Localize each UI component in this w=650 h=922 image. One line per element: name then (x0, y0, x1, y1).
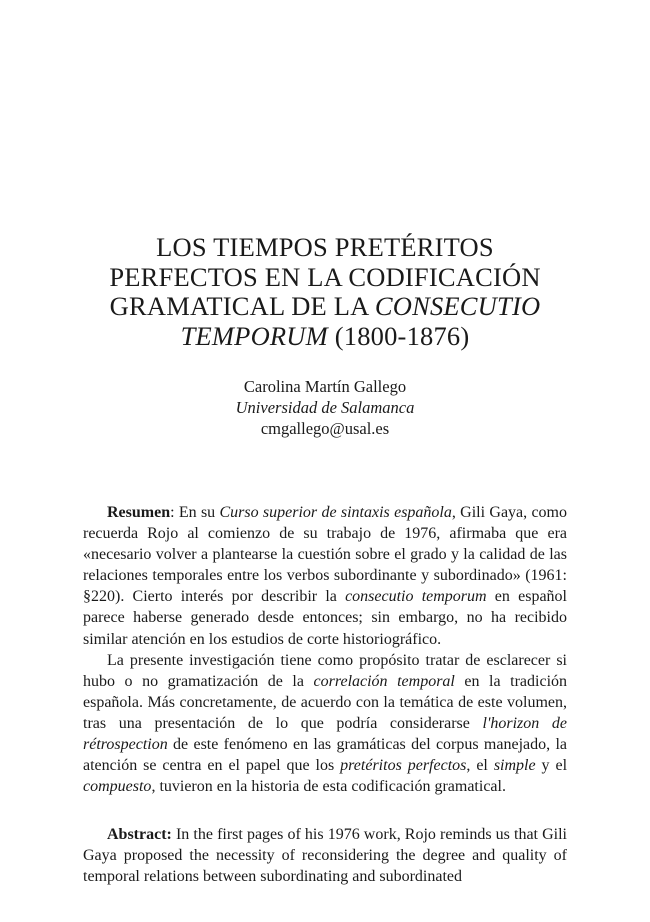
title-line-4-italic: TEMPORUM (180, 320, 328, 351)
resumen-book-title: Curso superior de sintaxis española (219, 504, 452, 521)
resumen-text: de este fenómeno en las gramáticas del corpus manejado, la atención se centra en el papel que los (83, 736, 567, 775)
resumen-text: en la tradición española. Más concretamente, de acuerdo con la temática de este volumen, tras una presentación de lo que podría considerarse (83, 672, 568, 732)
title-line-2: PERFECTOS EN LA CODIFICACIÓN (109, 261, 541, 292)
abstract-section (83, 824, 567, 887)
title-line-3 (60, 292, 590, 322)
resumen-paragraph-1 (83, 502, 567, 650)
resumen-term: l'horizon de rétrospection (83, 714, 567, 754)
author-block (0, 376, 650, 439)
resumen-text: : En su (170, 504, 220, 521)
resumen-term: pretéritos perfectos (340, 757, 467, 775)
resumen-text: , Gili Gaya, como recuerda Rojo al comienzo de su trabajo de 1976, afirmaba que era «necesario volver a plantearse la cuestión sobre el grado y la calidad de las relaciones temporales entre los verbos subordinante y subordinado» (1961: §220). Cierto interés por describir la (83, 504, 568, 606)
author-affiliation: Universidad de Salamanca (235, 398, 415, 417)
resumen-term: compuesto (83, 778, 152, 796)
title-line-3-italic: CONSECUTIO (374, 291, 541, 321)
resumen-term: simple (493, 757, 536, 775)
title-line-4-plain: (1800-1876) (327, 320, 470, 351)
resumen-text: , tuvieron en la historia de esta codificación gramatical. (151, 778, 506, 796)
resumen-text: en español parece haberse generado desde entonces; sin embargo, no ha recibido similar atención en los estudios de corte historiográfico. (83, 588, 567, 648)
title-line-3-plain: GRAMATICAL DE LA (109, 291, 375, 321)
resumen-text: , el (466, 757, 494, 775)
resumen-term: correlación temporal (313, 672, 455, 690)
title-line-4 (60, 322, 590, 352)
abstract-text: In the first pages of his 1976 work, Rojo reminds us that Gili Gaya proposed the necessity of reconsidering the degree and quality of temporal relations between subordinating and subordinated (83, 826, 567, 886)
author-name: Carolina Martín Gallego (243, 377, 407, 396)
resumen-term: consecutio temporum (345, 588, 487, 606)
resumen-section (83, 502, 567, 797)
resumen-paragraph-2 (83, 650, 567, 798)
abstract-label: Abstract: (107, 826, 172, 843)
abstract-paragraph (83, 824, 567, 887)
resumen-text: La presente investigación tiene como propósito tratar de esclarecer si hubo o no gramatización de la (83, 651, 567, 690)
title-line-1: LOS TIEMPOS PRETÉRITOS (156, 232, 494, 262)
author-email: cmgallego@usal.es (260, 419, 390, 438)
resumen-label: Resumen (107, 504, 171, 521)
paper-title (60, 233, 590, 351)
resumen-text: y el (535, 757, 568, 775)
